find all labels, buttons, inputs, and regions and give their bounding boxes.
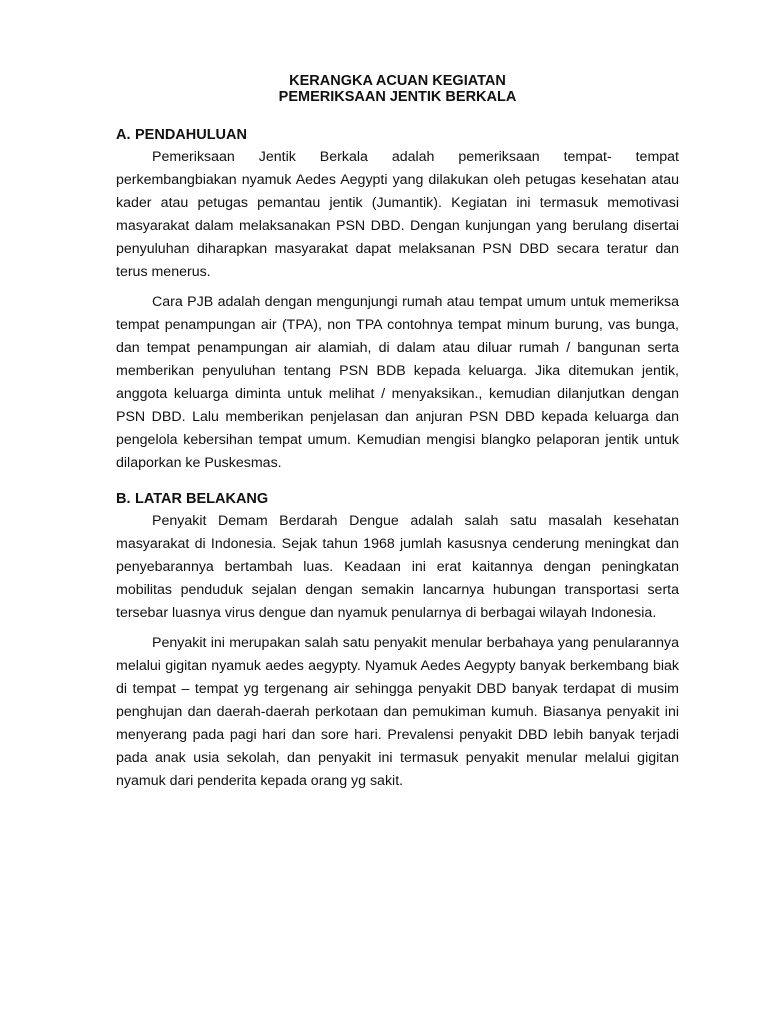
section-pendahuluan bbox=[116, 126, 679, 475]
document-page bbox=[116, 74, 679, 793]
section-number: B. bbox=[116, 491, 131, 507]
title-line-2: PEMERIKSAAN JENTIK BERKALA bbox=[278, 88, 517, 105]
section-latar-belakang bbox=[116, 490, 679, 793]
paragraph: Penyakit Demam Berdarah Dengue adalah salah satu masalah kesehatan masyarakat di Indonesia. Sejak tahun 1968 jumlah kasusnya cenderung meningkat dan penyebarannya bertambah luas. Keadaan ini erat kaitannya dengan peningkatan mobilitas penduduk sejalan dengan semakin lancarnya hubungan transportasi serta tersebar luasnya virus dengue dan nyamuk penularnya di berbagai wilayah Indonesia. bbox=[116, 513, 679, 621]
document-title bbox=[116, 74, 679, 105]
section-title: LATAR BELAKANG bbox=[135, 491, 269, 507]
section-heading-b bbox=[116, 490, 679, 508]
section-number: A. bbox=[116, 127, 131, 143]
section-title: PENDAHULUAN bbox=[135, 127, 247, 143]
section-heading-a bbox=[116, 126, 679, 144]
paragraph: Cara PJB adalah dengan mengunjungi rumah atau tempat umum untuk memeriksa tempat penampungan air (TPA), non TPA contohnya tempat minum burung, vas bunga, dan tempat penampungan air alamiah, di dalam atau diluar rumah / bangunan serta memberikan penyuluhan tentang PSN BDB kepada keluarga. Jika ditemukan jentik, anggota keluarga diminta untuk melihat / menyaksikan., kemudian dilanjutkan dengan PSN DBD. Lalu memberikan penjelasan dan anjuran PSN DBD kepada keluarga dan pengelola kebersihan tempat umum. Kemudian mengisi blangko pelaporan jentik untuk dilaporkan ke Puskesmas. bbox=[116, 294, 679, 471]
paragraph: Pemeriksaan Jentik Berkala adalah pemeriksaan tempat- tempat perkembangbiakan nyamuk Aedes Aegypti yang dilakukan oleh petugas kesehatan atau kader atau petugas pemantau jentik (Jumantik). Kegiatan ini termasuk memotivasi masyarakat dalam melaksanakan PSN DBD. Dengan kunjungan yang berulang disertai penyuluhan diharapkan masyarakat dapat melaksanan PSN DBD secara teratur dan terus menerus. bbox=[116, 149, 679, 280]
paragraph: Penyakit ini merupakan salah satu penyakit menular berbahaya yang penularannya melalui gigitan nyamuk aedes aegypty. Nyamuk Aedes Aegypty banyak berkembang biak di tempat – tempat yg tergenang air sehingga penyakit DBD banyak terdapat di musim penghujan dan daerah-daerah perkotaan dan pemukiman kumuh. Biasanya penyakit ini menyerang pada pagi hari dan sore hari. Prevalensi penyakit DBD lebih banyak terjadi pada anak usia sekolah, dan penyakit ini termasuk penyakit menular melalui gigitan nyamuk dari penderita kepada orang yg sakit. bbox=[116, 635, 679, 789]
title-line-1: KERANGKA ACUAN KEGIATAN bbox=[289, 73, 506, 89]
